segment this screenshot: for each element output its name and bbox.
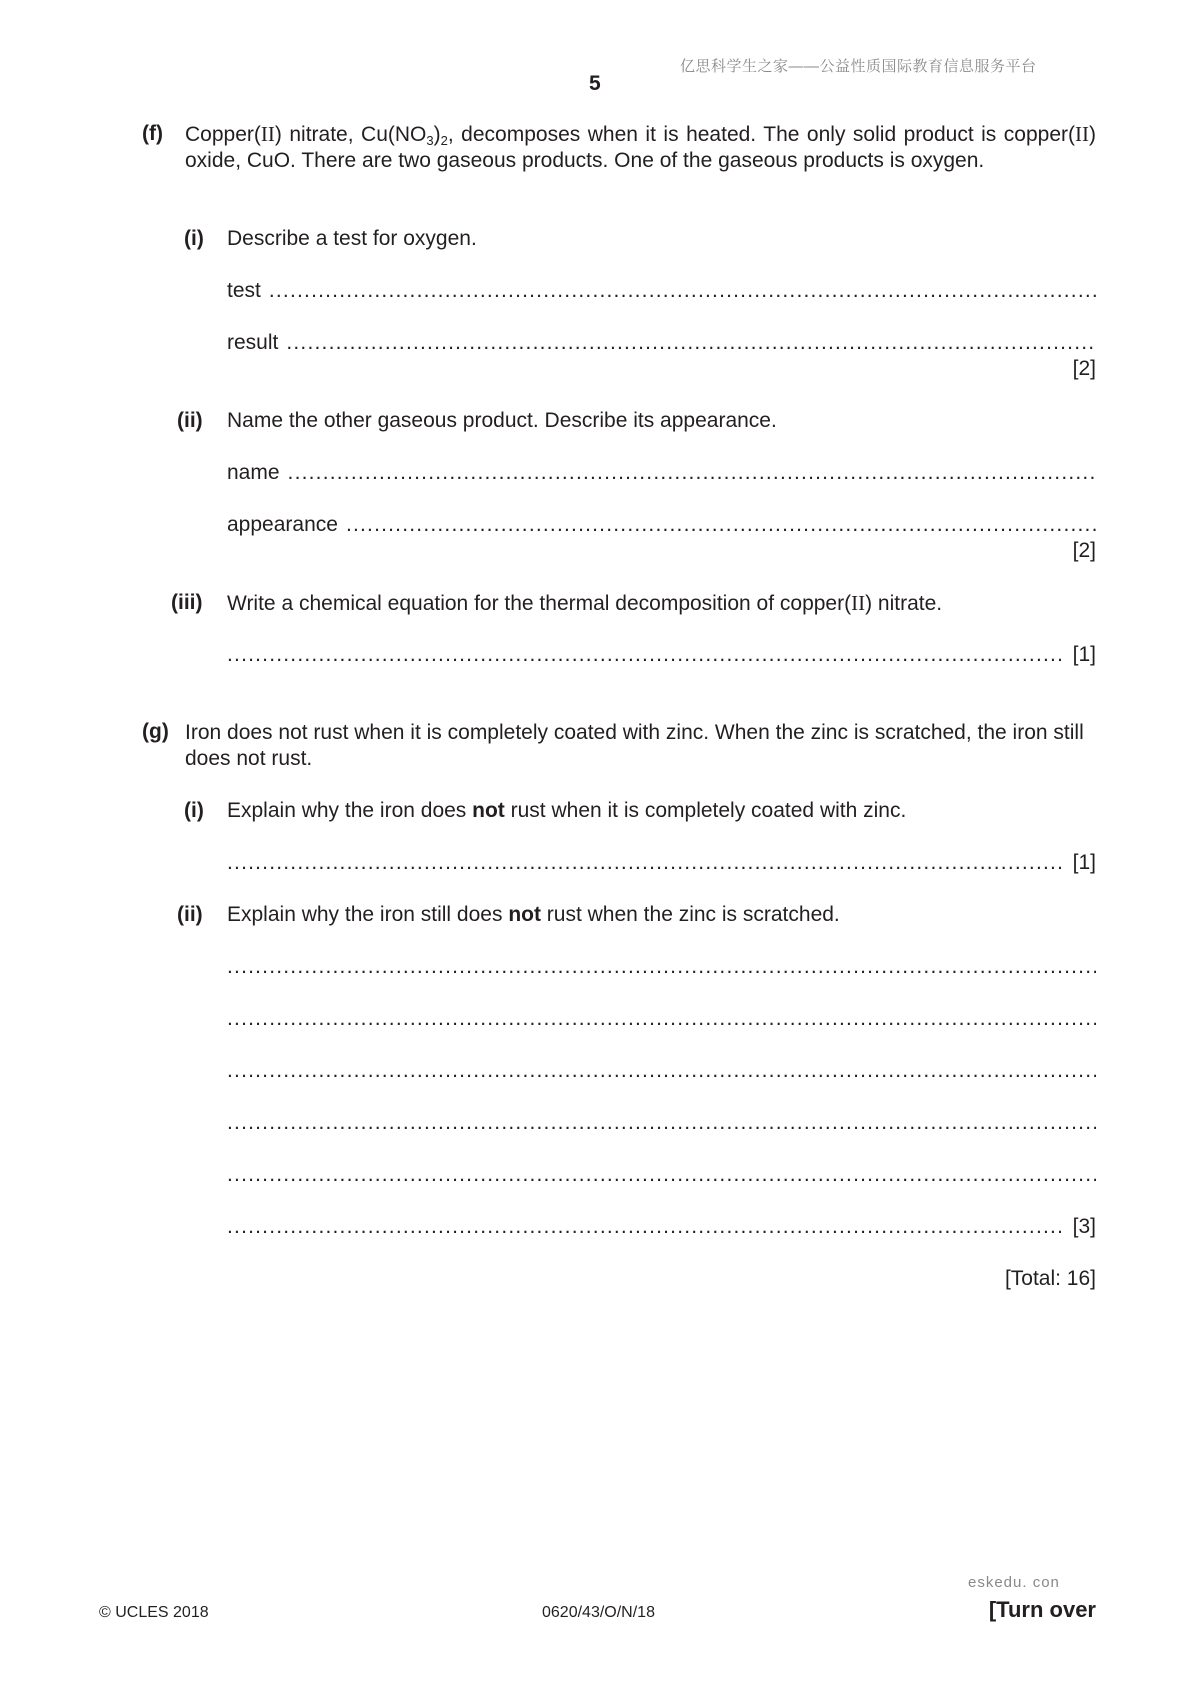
- answer-line-result[interactable]: [227, 331, 1096, 355]
- answer-line-appearance[interactable]: [227, 513, 1096, 537]
- answer-line-g-ii-6[interactable]: [227, 1215, 1096, 1239]
- answer-line-g-ii-4[interactable]: [227, 1111, 1096, 1135]
- answer-line-g-ii-3[interactable]: [227, 1059, 1096, 1083]
- page-number: 5: [589, 72, 601, 95]
- part-f-label: (f): [142, 122, 163, 145]
- answer-label-test: test: [227, 279, 261, 302]
- copyright: © UCLES 2018: [99, 1604, 209, 1621]
- question-f-iii-label: (iii): [171, 591, 203, 614]
- site-watermark: eskedu. con: [968, 1574, 1060, 1591]
- marks-f-i: [2]: [1072, 357, 1096, 380]
- question-f-ii-text: Name the other gaseous product. Describe its appearance.: [227, 409, 777, 432]
- answer-line-g-ii-2[interactable]: [227, 1007, 1096, 1031]
- marks-g-i: [1]: [1072, 851, 1096, 874]
- watermark-text: 亿思科学生之家——公益性质国际教育信息服务平台: [680, 58, 1037, 75]
- answer-label-name: name: [227, 461, 280, 484]
- part-g-intro: Iron does not rust when it is completely coated with zinc. When the zinc is scratched, the iron still does not rust.: [185, 721, 1084, 770]
- question-g-i-text: Explain why the iron does not rust when it is completely coated with zinc.: [227, 799, 907, 822]
- question-f-ii-label: (ii): [177, 409, 203, 432]
- answer-label-appearance: appearance: [227, 513, 338, 536]
- total-marks: [Total: 16]: [1004, 1267, 1096, 1290]
- answer-label-result: result: [227, 331, 279, 354]
- answer-line-test[interactable]: [227, 279, 1096, 303]
- question-f-i-text: Describe a test for oxygen.: [227, 227, 477, 250]
- question-f-i-label: (i): [184, 227, 204, 250]
- answer-line-g-ii-1[interactable]: [227, 955, 1096, 979]
- part-g-label: (g): [142, 720, 169, 743]
- question-g-i-label: (i): [184, 799, 204, 822]
- turn-over: [Turn over: [988, 1597, 1096, 1622]
- question-g-ii-text: Explain why the iron still does not rust when the zinc is scratched.: [227, 903, 840, 926]
- paper-code: 0620/43/O/N/18: [542, 1604, 655, 1621]
- part-f-intro: Copper(II) nitrate, $Cu(NO_3)_2$, decomposes when it is heated. The only solid product is copper(II) oxide, CuO. There are two gaseous products. One of the gaseous products is oxygen.: [185, 122, 1097, 172]
- marks-f-iii: [1]: [1072, 643, 1096, 666]
- marks-g-ii: [3]: [1072, 1215, 1096, 1238]
- marks-f-ii: [2]: [1072, 539, 1096, 562]
- answer-line-name[interactable]: [227, 461, 1096, 485]
- question-f-iii-text: Write a chemical equation for the thermal decomposition of copper(II) nitrate.: [227, 591, 943, 615]
- question-g-ii-label: (ii): [177, 903, 203, 926]
- answer-line-g-ii-5[interactable]: [227, 1163, 1096, 1187]
- answer-line-equation[interactable]: [227, 643, 1096, 667]
- answer-line-g-i[interactable]: [227, 851, 1096, 875]
